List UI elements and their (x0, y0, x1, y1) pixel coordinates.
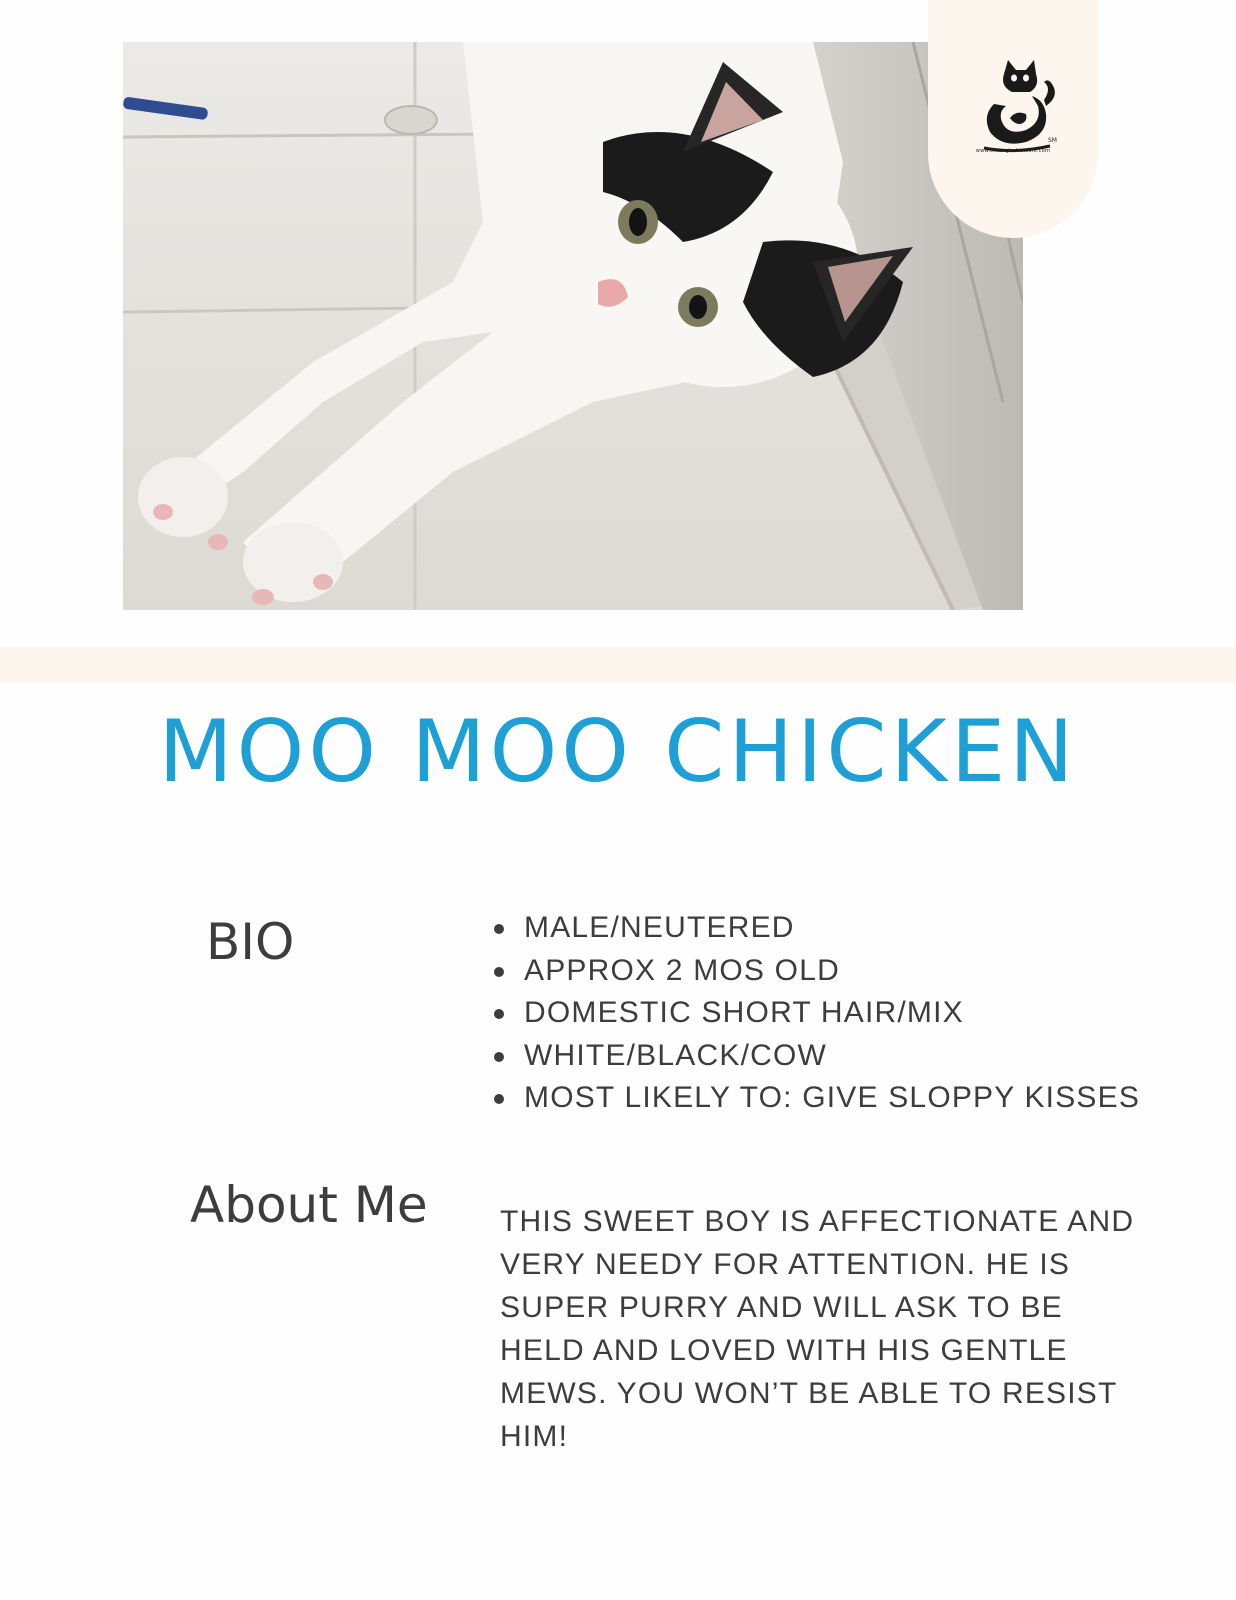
bullet-icon (494, 1094, 504, 1104)
bullet-icon (494, 967, 504, 977)
about-text: THIS SWEET BOY IS AFFECTIONATE AND VERY NEEDY FOR ATTENTION. HE IS SUPER PURRY AND WILL ASK TO BE HELD AND LOVED WITH HIS GENTLE MEWS. YOU WON’T BE ABLE TO RESIST HIM! (500, 1205, 1135, 1453)
bio-item (490, 1035, 1130, 1078)
logo-tab (928, 0, 1098, 238)
bullet-icon (494, 1009, 504, 1019)
cat-photo-illustration (123, 42, 1023, 610)
divider-band (0, 647, 1236, 683)
bullet-icon (494, 924, 504, 934)
bio-item-text: WHITE/BLACK/COW (524, 1038, 828, 1072)
bio-item (490, 907, 1130, 950)
logo-url-text: www.entangledcatcafe.com (975, 148, 1051, 154)
bio-item-text: MALE/NEUTERED (524, 911, 795, 944)
bio-item (490, 992, 1130, 1035)
bio-item-text: APPROX 2 MOS OLD (524, 953, 840, 987)
cat-name-title: MOO MOO CHICKEN (158, 702, 1078, 802)
about-label: About Me (190, 1176, 428, 1234)
bio-item-text: DOMESTIC SHORT HAIR/MIX (524, 996, 964, 1029)
bio-list (490, 907, 1141, 1120)
bio-label: BIO (206, 913, 295, 971)
bio-item (490, 1077, 1141, 1120)
cat-photo (123, 42, 1023, 610)
bio-item-text: MOST LIKELY TO: GIVE SLOPPY KISSES (524, 1081, 1141, 1114)
bio-item (490, 950, 1130, 993)
bullet-icon (494, 1052, 504, 1062)
svg-text:SM: SM (1048, 137, 1057, 144)
